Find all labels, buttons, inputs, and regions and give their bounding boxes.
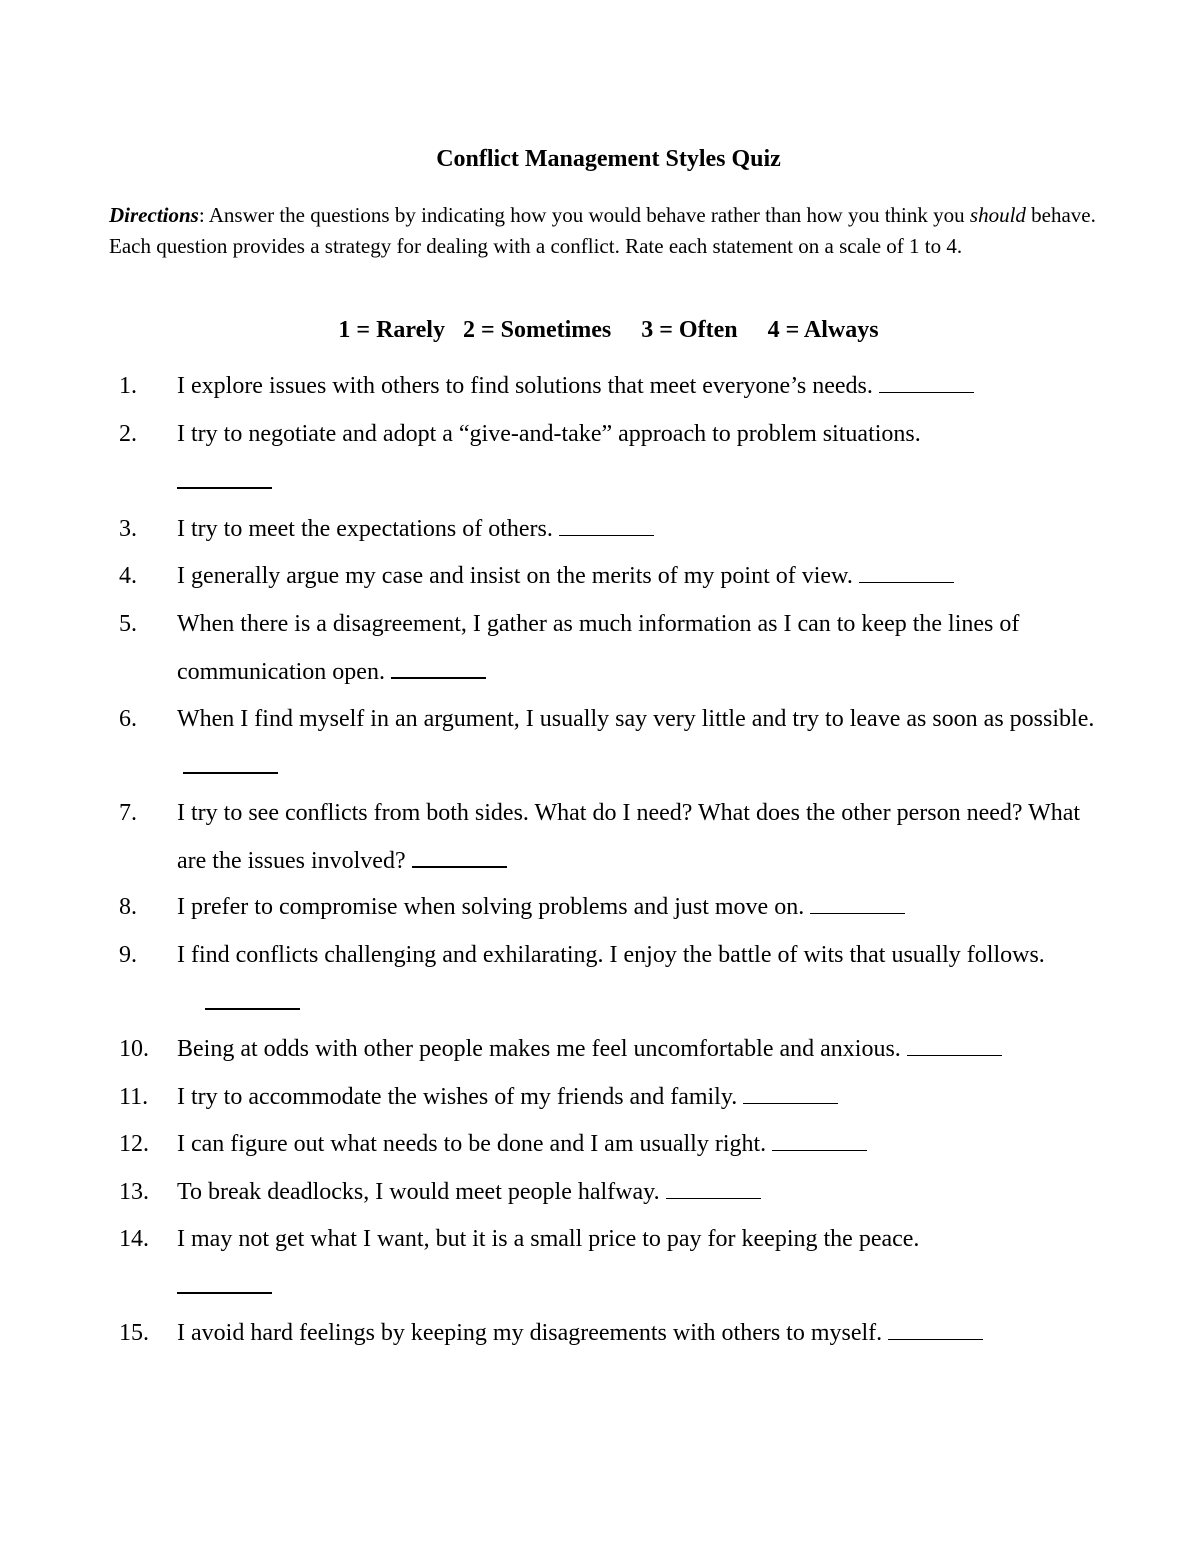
question-text: I can figure out what needs to be done and I am usually right. [177,1131,767,1157]
directions-emphasis: should [969,203,1026,227]
question-number: 3. [119,516,137,542]
answer-blank[interactable] [412,866,507,868]
answer-blank[interactable] [907,1055,1002,1057]
answer-blank[interactable] [205,1008,300,1010]
answer-blank[interactable] [810,913,905,915]
question-number: 12. [119,1131,149,1157]
question-number: 8. [119,894,137,920]
question-number: 7. [119,800,137,826]
answer-blank[interactable] [559,535,654,537]
question-number: 9. [119,942,137,968]
question-text: I try to meet the expectations of others. [177,516,553,542]
answer-blank[interactable] [859,582,954,584]
page-title: Conflict Management Styles Quiz [436,146,781,172]
question-text: I try to accommodate the wishes of my friends and family. [177,1084,738,1110]
question-number: 6. [119,706,137,732]
answer-blank[interactable] [743,1103,838,1105]
answer-blank[interactable] [183,772,278,774]
question-number: 1. [119,373,137,399]
answer-blank[interactable] [666,1198,761,1200]
answer-blank[interactable] [888,1339,983,1341]
question-text: I find conflicts challenging and exhilarating. I enjoy the battle of wits that usually follows. [177,942,1045,968]
question-text: I explore issues with others to find solutions that meet everyone’s needs. [177,373,873,399]
answer-blank[interactable] [391,677,486,679]
question-text: I may not get what I want, but it is a small price to pay for keeping the peace. [177,1226,920,1252]
directions-text: : Answer the questions by indicating how you would behave rather than how you think you [198,203,970,227]
answer-blank[interactable] [879,392,974,394]
question-text: I generally argue my case and insist on the merits of my point of view. [177,563,853,589]
question-text: When there is a disagreement, I gather as much information as I can to keep the lines of communication open. [177,611,1020,685]
directions-label: Directions [109,203,199,227]
directions-paragraph [109,200,1099,262]
question-text: I avoid hard feelings by keeping my disagreements with others to myself. [177,1320,883,1346]
question-number: 11. [119,1084,149,1110]
question-number: 2. [119,421,137,447]
question-text: I try to see conflicts from both sides. What do I need? What does the other person need? What are the issues involved? [177,800,1081,874]
question-text: I prefer to compromise when solving problems and just move on. [177,894,805,920]
question-text: Being at odds with other people makes me feel uncomfortable and anxious. [177,1036,901,1062]
answer-blank[interactable] [177,1292,272,1294]
question-text: When I find myself in an argument, I usually say very little and try to leave as soon as possible. [177,706,1095,732]
question-number: 5. [119,611,137,637]
answer-blank[interactable] [772,1150,867,1152]
answer-blank[interactable] [177,487,272,489]
question-text: To break deadlocks, I would meet people halfway. [177,1179,660,1205]
question-number: 4. [119,563,137,589]
question-text: I try to negotiate and adopt a “give-and-take” approach to problem situations. [177,421,921,447]
question-number: 14. [119,1226,149,1252]
rating-scale: 1 = Rarely 2 = Sometimes 3 = Often 4 = Always [338,317,879,343]
question-number: 10. [119,1036,149,1062]
question-number: 13. [119,1179,149,1205]
question-number: 15. [119,1320,149,1346]
directions-rest: behave. Each question provides a strategy for dealing with a conflict. Rate each statement on a scale of 1 to 4. [109,203,1096,258]
